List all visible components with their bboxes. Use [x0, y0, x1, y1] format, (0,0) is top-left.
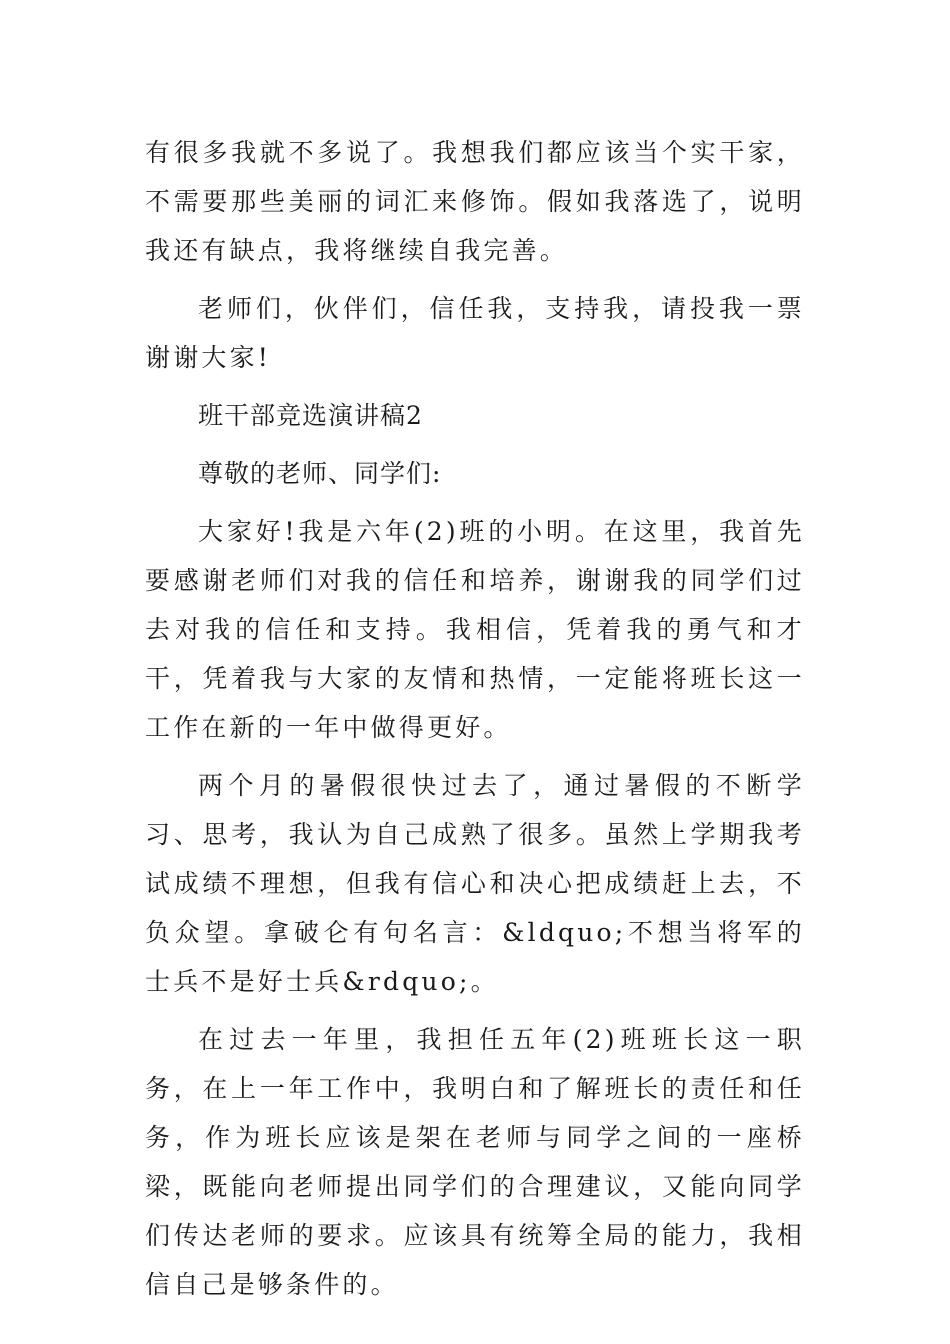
- paragraph-continuation: 有很多我就不多说了。我想我们都应该当个实干家，不需要那些美丽的词汇来修饰。假如我落选了，说明我还有缺点，我将继续自我完善。: [145, 138, 805, 265]
- paragraph-summer-reflection: 两个月的暑假很快过去了，通过暑假的不断学习、思考，我认为自己成熟了很多。虽然上学期我考试成绩不理想，但我有信心和决心把成绩赶上去，不负众望。拿破仑有句名言：&ldquo;不想当将军的士兵不是好士兵&rdquo;。: [145, 771, 805, 996]
- paragraph-closing-appeal: 老师们，伙伴们，信任我，支持我，请投我一票谢谢大家!: [145, 294, 805, 372]
- document-body: [145, 128, 805, 1318]
- section-heading: 班干部竞选演讲稿2: [198, 401, 423, 430]
- paragraph-past-experience: 在过去一年里，我担任五年(2)班班长这一职务，在上一年工作中，我明白和了解班长的责任和任务，作为班长应该是架在老师与同学之间的一座桥梁，既能向老师提出同学们的合理建议，又能向同学们传达老师的要求。应该具有统筹全局的能力，我相信自己是够条件的。: [145, 1025, 805, 1299]
- paragraph-introduction: 大家好!我是六年(2)班的小明。在这里，我首先要感谢老师们对我的信任和培养，谢谢我的同学们过去对我的信任和支持。我相信，凭着我的勇气和才干，凭着我与大家的友情和热情，一定能将班长这一工作在新的一年中做得更好。: [145, 517, 805, 742]
- salutation: 尊敬的老师、同学们:: [198, 459, 442, 488]
